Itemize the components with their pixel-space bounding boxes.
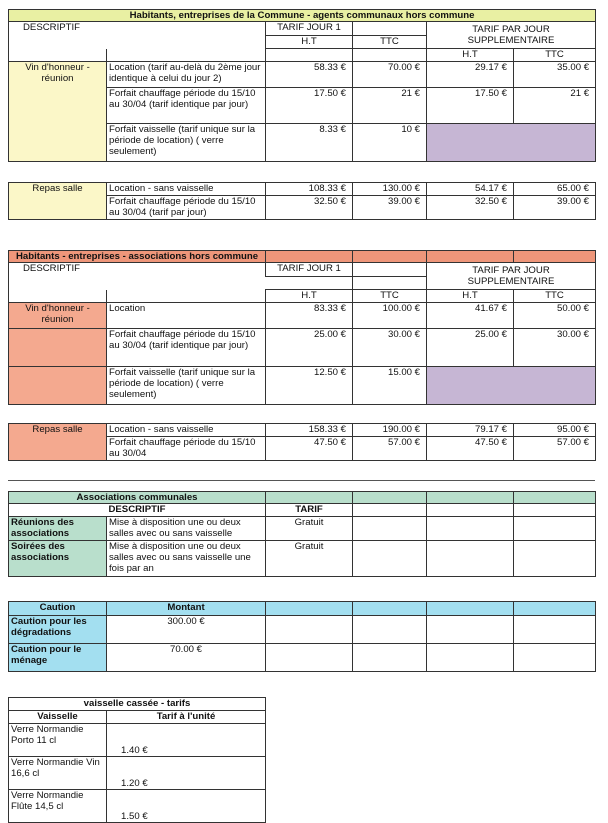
price-ttc2: 50.00 € — [514, 303, 596, 329]
section-residents-repas — [8, 182, 596, 220]
blank-cell — [353, 22, 427, 36]
row-desc: Location — [107, 303, 266, 329]
tarif-supp-header: TARIF PAR JOUR SUPPLEMENTAIRE — [427, 22, 596, 49]
price-ttc1: 30.00 € — [353, 329, 427, 367]
row-desc: Mise à disposition une ou deux salles avec ou sans vaisselle une fois par an — [107, 541, 266, 577]
section-title: vaisselle cassée - tarifs — [9, 698, 266, 711]
na-cell — [427, 124, 596, 162]
price-ttc2: 95.00 € — [514, 424, 596, 437]
row-desc: Location (tarif au-delà du 2ème jour identique à celui du jour 2) — [107, 62, 266, 88]
price-ht2: 32.50 € — [427, 196, 514, 220]
section-associations — [8, 491, 596, 577]
row-desc: Forfait chauffage période du 15/10 au 30/04 (tarif identique par jour) — [107, 88, 266, 124]
section-title: Associations communales — [9, 492, 266, 504]
tarif-value: Gratuit — [266, 541, 353, 577]
price-ttc1: 100.00 € — [353, 303, 427, 329]
assoc-label: Réunions des associations — [9, 517, 107, 541]
repas-label: Repas salle — [9, 183, 107, 220]
price-ttc2: 39.00 € — [514, 196, 596, 220]
price-ttc1: 190.00 € — [353, 424, 427, 437]
repas-label: Repas salle — [9, 424, 107, 461]
vaisselle-price: 1.50 € — [107, 790, 266, 823]
price-ht1: 25.00 € — [266, 329, 353, 367]
row-desc: Mise à disposition une ou deux salles avec ou sans vaisselle — [107, 517, 266, 541]
tarif-jour1-header: TARIF JOUR 1 — [266, 22, 353, 36]
price-ttc1: 70.00 € — [353, 62, 427, 88]
section-vaisselle-cassee — [8, 697, 266, 823]
price-ht2: 25.00 € — [427, 329, 514, 367]
blank-cell — [353, 263, 427, 277]
na-cell — [427, 367, 596, 405]
section-non-residents — [8, 250, 596, 405]
vaisselle-item: Verre Normandie Flûte 14,5 cl — [9, 790, 107, 823]
price-ht1: 108.33 € — [266, 183, 353, 196]
price-ht1: 58.33 € — [266, 62, 353, 88]
price-ttc1: 130.00 € — [353, 183, 427, 196]
section-caution — [8, 601, 596, 672]
ht-header: H.T — [427, 290, 514, 303]
price-ht2: 17.50 € — [427, 88, 514, 124]
vaisselle-header: Vaisselle — [9, 711, 107, 724]
row-desc: Forfait chauffage période du 15/10 au 30/04 — [107, 437, 266, 461]
vaisselle-item: Verre Normandie Vin 16,6 cl — [9, 757, 107, 790]
montant-header: Montant — [107, 602, 266, 616]
row-desc: Location - sans vaisselle — [107, 183, 266, 196]
vaisselle-price: 1.40 € — [107, 724, 266, 757]
section-residents — [8, 9, 596, 162]
tarif-jour1-header: TARIF JOUR 1 — [266, 263, 353, 277]
price-ttc1: 15.00 € — [353, 367, 427, 405]
ttc-header: TTC — [353, 36, 427, 49]
section-title: Habitants - entreprises - associations hors commune — [9, 251, 266, 263]
price-ht2: 41.67 € — [427, 303, 514, 329]
tarif-unite-header: Tarif à l'unité — [107, 711, 266, 724]
ht-header: H.T — [266, 36, 353, 49]
ht-header: H.T — [427, 49, 514, 62]
descriptif-header: DESCRIPTIF — [9, 22, 266, 36]
price-ttc2: 65.00 € — [514, 183, 596, 196]
tarif-supp-header: TARIF PAR JOUR SUPPLEMENTAIRE — [427, 263, 596, 290]
ttc-header: TTC — [514, 290, 596, 303]
price-ht2: 47.50 € — [427, 437, 514, 461]
caution-label: Caution pour les dégradations — [9, 616, 107, 644]
price-ht2: 79.17 € — [427, 424, 514, 437]
caution-value: 70.00 € — [107, 644, 266, 672]
row-desc: Forfait vaisselle (tarif unique sur la période de location) ( verre seulement) — [107, 124, 266, 162]
price-ttc1: 39.00 € — [353, 196, 427, 220]
section-title: Habitants, entreprises de la Commune - agents communaux hors commune — [9, 10, 596, 22]
ttc-header: TTC — [353, 290, 427, 303]
vin-honneur-label: Vin d'honneur - réunion — [9, 62, 107, 162]
tarif-value: Gratuit — [266, 517, 353, 541]
price-ttc1: 10 € — [353, 124, 427, 162]
price-ht2: 54.17 € — [427, 183, 514, 196]
price-ht1: 47.50 € — [266, 437, 353, 461]
price-ttc1: 57.00 € — [353, 437, 427, 461]
caution-label: Caution pour le ménage — [9, 644, 107, 672]
price-ht1: 8.33 € — [266, 124, 353, 162]
vaisselle-item: Verre Normandie Porto 11 cl — [9, 724, 107, 757]
descriptif-header: DESCRIPTIF — [9, 504, 266, 517]
caution-value: 300.00 € — [107, 616, 266, 644]
descriptif-header: DESCRIPTIF — [9, 263, 266, 277]
price-ttc2: 30.00 € — [514, 329, 596, 367]
row-desc: Forfait vaisselle (tarif unique sur la période de location) ( verre seulement) — [107, 367, 266, 405]
price-ht1: 32.50 € — [266, 196, 353, 220]
price-ttc2: 21 € — [514, 88, 596, 124]
caution-header: Caution — [9, 602, 107, 616]
row-desc: Forfait chauffage période du 15/10 au 30/04 (tarif identique par jour) — [107, 329, 266, 367]
price-ht1: 17.50 € — [266, 88, 353, 124]
vin-honneur-label: Vin d'honneur - réunion — [9, 303, 107, 329]
vaisselle-price: 1.20 € — [107, 757, 266, 790]
price-ttc1: 21 € — [353, 88, 427, 124]
price-ht1: 83.33 € — [266, 303, 353, 329]
tarif-header: TARIF — [266, 504, 353, 517]
row-desc: Forfait chauffage période du 15/10 au 30/04 (tarif par jour) — [107, 196, 266, 220]
ht-header: H.T — [266, 290, 353, 303]
ttc-header: TTC — [514, 49, 596, 62]
price-ht1: 158.33 € — [266, 424, 353, 437]
price-ht1: 12.50 € — [266, 367, 353, 405]
price-ttc2: 57.00 € — [514, 437, 596, 461]
assoc-label: Soirées des associations — [9, 541, 107, 577]
row-desc: Location - sans vaisselle — [107, 424, 266, 437]
section-non-residents-repas — [8, 423, 596, 461]
price-ttc2: 35.00 € — [514, 62, 596, 88]
price-ht2: 29.17 € — [427, 62, 514, 88]
separator-line — [8, 480, 595, 481]
